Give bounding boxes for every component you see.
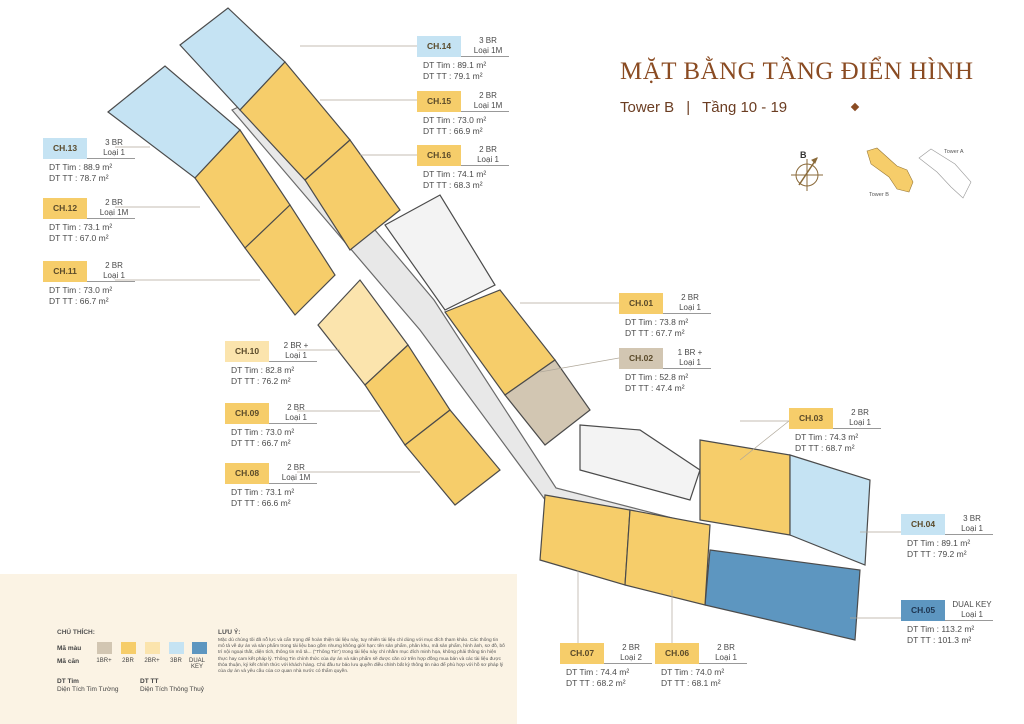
dt-tt-label: DT TT (231, 438, 255, 448)
swatch-1br-plus (97, 642, 112, 654)
tower-name: Tower B (620, 99, 675, 116)
dt-tim-value: 73.1 m² (265, 487, 295, 497)
dt-tim-value: 88.9 m² (83, 162, 113, 172)
dt-tt-label: DT TT (423, 180, 447, 190)
dt-tt-value: 67.0 m² (79, 233, 109, 243)
unit-type-box (833, 408, 881, 429)
unit-areas: DT Tim : 52.8 m² DT TT : 47.4 m² (625, 372, 689, 393)
dt-tim-value: 73.8 m² (659, 317, 689, 327)
dt-tim-label: DT Tim (423, 169, 451, 179)
dt-tt-value: 78.7 m² (79, 173, 109, 183)
legend-foot-dt-tim (57, 678, 118, 694)
unit-code: CH.07 (560, 643, 604, 664)
unit-variant: Loại 1M (281, 473, 311, 482)
dt-tim-value: 74.4 m² (600, 667, 630, 677)
dt-tt-label: DT TT (49, 296, 73, 306)
dt-tt-value: 67.7 m² (655, 328, 685, 338)
unit-areas: DT Tim : 82.8 m² DT TT : 76.2 m² (231, 365, 295, 386)
unit-areas: DT Tim : 74.3 m² DT TT : 68.7 m² (795, 432, 859, 453)
unit-card-ch13[interactable] (43, 138, 135, 184)
dt-tt-value: 66.7 m² (261, 438, 291, 448)
unit-variant: Loại 1 (285, 351, 307, 360)
dt-tt-value: 68.3 m² (453, 180, 483, 190)
unit-card-ch05[interactable] (901, 600, 993, 646)
tower-b-label: Tower B (869, 192, 889, 198)
unit-variant: Loại 1M (99, 208, 129, 217)
disclaimer-note: Mặc dù chúng tôi đã nỗ lực và cẩn trọng để hoàn thiện tài liệu này, tuy nhiên tài liệu chỉ dùng với mục đích tham khảo. Các thông tin mô tả về dự án và sản phẩm trong tài liệu bao gồm nhưng không giới hạn: tên sản phẩm, phân khu, mã sản phẩm, hình ảnh, sơ đồ, bố trí nội ngoại thất, diện tích, thông tin mô tả... ("Thông Tin") trong tài liệu này chỉ nhằm mục đích minh họa, không phải thông tin hiện thực hay cam kết pháp lý. Thông Tin chính thức của dự án và sản phẩm sẽ được căn cứ trên hợp đồng mua bán và các tài liệu được thỏa thuận, ký kết chính thức với khách hàng. Chủ đầu tư bảo lưu quyền điều chỉnh bất kỳ thông tin nào để phù hợp với hồ sơ pháp lý của dự án và yêu cầu của cơ quan nhà nước có thẩm quyền. (218, 638, 505, 675)
dt-tim-value: 73.0 m² (83, 285, 113, 295)
unit-areas: DT Tim : 88.9 m² DT TT : 78.7 m² (49, 162, 113, 183)
unit-bedrooms: 2 BR (622, 643, 640, 652)
unit-type-box (663, 293, 711, 314)
unit-code: CH.05 (901, 600, 945, 621)
unit-type-box (604, 643, 652, 664)
dt-tim-value: 73.0 m² (265, 427, 295, 437)
unit-bedrooms: 3 BR (479, 36, 497, 45)
dt-tim-value: 113.2 m² (941, 624, 975, 634)
unit-bedrooms: 3 BR (105, 138, 123, 147)
unit-bedrooms: 2 BR (105, 198, 123, 207)
unit-ch04 (790, 455, 870, 565)
unit-type-box (461, 145, 509, 166)
dt-tim-label: DT Tim (566, 667, 594, 677)
unit-card-ch04[interactable] (901, 514, 993, 560)
unit-type-box (663, 348, 711, 369)
dt-tt-label: DT TT (231, 376, 255, 386)
swatch-3br (169, 642, 184, 654)
compass-icon (791, 158, 823, 191)
dt-tim-label: DT Tim (795, 432, 823, 442)
dt-tim-label: DT Tim (625, 317, 653, 327)
dt-tim-label: DT Tim (907, 624, 935, 634)
dt-tim-label: DT Tim (423, 115, 451, 125)
unit-type-box (269, 403, 317, 424)
unit-bedrooms: 1 BR + (677, 348, 703, 357)
unit-areas: DT Tim : 113.2 m² DT TT : 101.3 m² (907, 624, 975, 645)
unit-card-ch02[interactable] (619, 348, 711, 394)
unit-code: CH.13 (43, 138, 87, 159)
unit-bedrooms: DUAL KEY (952, 600, 992, 609)
dt-tt-value: 68.7 m² (825, 443, 855, 453)
unit-variant: Loại 1 (961, 524, 983, 533)
swatch-label: 1BR+ (96, 658, 112, 664)
dt-tt-label: DT TT (49, 233, 73, 243)
dt-tim-label: DT Tim (49, 162, 77, 172)
swatch-label: 3BR (170, 658, 182, 664)
unit-bedrooms: 2 BR (287, 463, 305, 472)
dt-tim-value: 74.0 m² (695, 667, 725, 677)
dt-tim-label: DT Tim (661, 667, 689, 677)
unit-areas: DT Tim : 74.0 m² DT TT : 68.1 m² (661, 667, 725, 688)
unit-type-box (699, 643, 747, 664)
dt-tim-label: DT Tim (49, 222, 77, 232)
dt-tt-value: 79.2 m² (937, 549, 967, 559)
unit-card-ch11[interactable] (43, 261, 135, 307)
dt-tim-label: DT Tim (231, 427, 259, 437)
unit-variant: Loại 1M (473, 101, 503, 110)
unit-card-ch03[interactable] (789, 408, 881, 454)
dt-tt-label: DT TT (625, 328, 649, 338)
unit-areas: DT Tim : 73.0 m² DT TT : 66.7 m² (231, 427, 295, 448)
unit-bedrooms: 2 BR (717, 643, 735, 652)
unit-card-ch15[interactable] (417, 91, 509, 137)
dt-tim-value: 89.1 m² (941, 538, 971, 548)
dt-tim-label: DT Tim (423, 60, 451, 70)
dt-tt-label: DT TT (423, 126, 447, 136)
dt-tt-value: 76.2 m² (261, 376, 291, 386)
unit-code: CH.11 (43, 261, 87, 282)
unit-code: CH.06 (655, 643, 699, 664)
unit-variant: Loại 1 (103, 271, 125, 280)
unit-card-ch16[interactable] (417, 145, 509, 191)
dt-tt-value: 101.3 m² (937, 635, 972, 645)
unit-variant: Loại 1 (679, 358, 701, 367)
unit-areas: DT Tim : 73.0 m² DT TT : 66.7 m² (49, 285, 113, 306)
unit-card-ch14[interactable] (417, 36, 509, 82)
legend-foot-label: DT TT (140, 678, 159, 685)
dt-tt-label: DT TT (907, 635, 931, 645)
unit-card-ch01[interactable] (619, 293, 711, 339)
page-subtitle (620, 99, 787, 116)
unit-type-box (461, 91, 509, 112)
unit-variant: Loại 2 (620, 653, 642, 662)
swatch-label: DUAL KEY (188, 658, 205, 670)
unit-code: CH.03 (789, 408, 833, 429)
unit-ch06 (625, 510, 710, 605)
page-title: MẶT BẰNG TẦNG ĐIỂN HÌNH (620, 58, 974, 85)
unit-type-box (269, 463, 317, 484)
swatch-label: 2BR+ (144, 658, 160, 664)
dt-tim-value: 73.1 m² (83, 222, 113, 232)
legend-apartment-row-label: Mã căn (57, 658, 80, 665)
dt-tim-label: DT Tim (49, 285, 77, 295)
legend-foot-dt-tt (140, 678, 204, 694)
unit-code: CH.08 (225, 463, 269, 484)
dt-tim-label: DT Tim (625, 372, 653, 382)
unit-card-ch06[interactable] (655, 643, 747, 689)
dt-tt-label: DT TT (423, 71, 447, 81)
dt-tt-label: DT TT (907, 549, 931, 559)
unit-card-ch10[interactable] (225, 341, 317, 387)
unit-code: CH.10 (225, 341, 269, 362)
unit-bedrooms: 2 BR (479, 145, 497, 154)
unit-code: CH.02 (619, 348, 663, 369)
unit-variant: Loại 1 (103, 148, 125, 157)
legend-foot-text: Diện Tích Tim Tường (57, 686, 119, 693)
legend-foot-text: Diện Tích Thông Thuỷ (140, 686, 204, 693)
unit-code: CH.09 (225, 403, 269, 424)
unit-bedrooms: 2 BR (851, 408, 869, 417)
unit-type-box (269, 341, 317, 362)
unit-ch03 (700, 440, 790, 535)
dt-tt-label: DT TT (49, 173, 73, 183)
unit-bedrooms: 3 BR (963, 514, 981, 523)
dt-tim-value: 89.1 m² (457, 60, 487, 70)
unit-bedrooms: 2 BR (479, 91, 497, 100)
dt-tt-value: 66.9 m² (453, 126, 483, 136)
unit-ch07 (540, 495, 630, 585)
tower-a-shape (919, 149, 971, 198)
unit-variant: Loại 1 (679, 303, 701, 312)
unit-type-box (87, 261, 135, 282)
unit-card-ch08[interactable] (225, 463, 317, 509)
dt-tt-label: DT TT (566, 678, 590, 688)
swatch-dual-key (192, 642, 207, 654)
core-south (580, 425, 700, 500)
compass-letter: B (800, 150, 807, 160)
unit-code: CH.04 (901, 514, 945, 535)
dt-tt-label: DT TT (625, 383, 649, 393)
unit-type-box (87, 198, 135, 219)
unit-areas: DT Tim : 89.1 m² DT TT : 79.2 m² (907, 538, 971, 559)
unit-variant: Loại 1 (715, 653, 737, 662)
dt-tt-value: 66.7 m² (79, 296, 109, 306)
dt-tt-value: 68.2 m² (596, 678, 626, 688)
unit-code: CH.16 (417, 145, 461, 166)
unit-areas: DT Tim : 73.1 m² DT TT : 66.6 m² (231, 487, 295, 508)
unit-areas: DT Tim : 73.8 m² DT TT : 67.7 m² (625, 317, 689, 338)
unit-type-box (87, 138, 135, 159)
unit-code: CH.15 (417, 91, 461, 112)
note-heading: LƯU Ý: (218, 629, 241, 636)
unit-ch05 (705, 550, 860, 640)
unit-type-box (461, 36, 509, 57)
swatch-2br-plus (145, 642, 160, 654)
unit-type-box (945, 514, 993, 535)
unit-variant: Loại 1M (473, 46, 503, 55)
dt-tt-label: DT TT (795, 443, 819, 453)
unit-variant: Loại 1 (285, 413, 307, 422)
unit-areas: DT Tim : 73.0 m² DT TT : 66.9 m² (423, 115, 487, 136)
unit-card-ch12[interactable] (43, 198, 135, 244)
unit-bedrooms: 2 BR (105, 261, 123, 270)
legend-color-row-label: Mã màu (57, 645, 82, 652)
dt-tim-value: 74.1 m² (457, 169, 487, 179)
dt-tt-value: 47.4 m² (655, 383, 685, 393)
unit-areas: DT Tim : 74.4 m² DT TT : 68.2 m² (566, 667, 630, 688)
unit-bedrooms: 2 BR (681, 293, 699, 302)
unit-areas: DT Tim : 73.1 m² DT TT : 67.0 m² (49, 222, 113, 243)
unit-type-box (945, 600, 993, 621)
unit-card-ch09[interactable] (225, 403, 317, 449)
unit-variant: Loại 1 (477, 155, 499, 164)
unit-areas: DT Tim : 74.1 m² DT TT : 68.3 m² (423, 169, 487, 190)
tower-a-label: Tower A (944, 149, 964, 155)
legend-heading: CHÚ THÍCH: (57, 629, 95, 636)
unit-bedrooms: 2 BR + (283, 341, 309, 350)
dt-tim-label: DT Tim (907, 538, 935, 548)
tower-b-shape (867, 148, 913, 192)
dt-tim-label: DT Tim (231, 365, 259, 375)
dt-tt-label: DT TT (231, 498, 255, 508)
unit-variant: Loại 1 (849, 418, 871, 427)
dt-tt-value: 68.1 m² (691, 678, 721, 688)
dt-tim-label: DT Tim (231, 487, 259, 497)
swatch-2br (121, 642, 136, 654)
unit-card-ch07[interactable] (560, 643, 652, 689)
unit-code: CH.12 (43, 198, 87, 219)
unit-bedrooms: 2 BR (287, 403, 305, 412)
dt-tim-value: 74.3 m² (829, 432, 859, 442)
subtitle-separator: | (686, 99, 691, 116)
floor-range: Tầng 10 - 19 (702, 99, 788, 116)
unit-variant: Loại 1 (961, 610, 983, 619)
unit-areas: DT Tim : 89.1 m² DT TT : 79.1 m² (423, 60, 487, 81)
unit-code: CH.01 (619, 293, 663, 314)
dt-tim-value: 82.8 m² (265, 365, 295, 375)
legend-foot-label: DT Tim (57, 678, 79, 685)
dt-tim-value: 52.8 m² (659, 372, 689, 382)
dt-tt-value: 66.6 m² (261, 498, 291, 508)
swatch-label: 2BR (122, 658, 134, 664)
dt-tt-label: DT TT (661, 678, 685, 688)
unit-code: CH.14 (417, 36, 461, 57)
dt-tim-value: 73.0 m² (457, 115, 487, 125)
dt-tt-value: 79.1 m² (453, 71, 483, 81)
